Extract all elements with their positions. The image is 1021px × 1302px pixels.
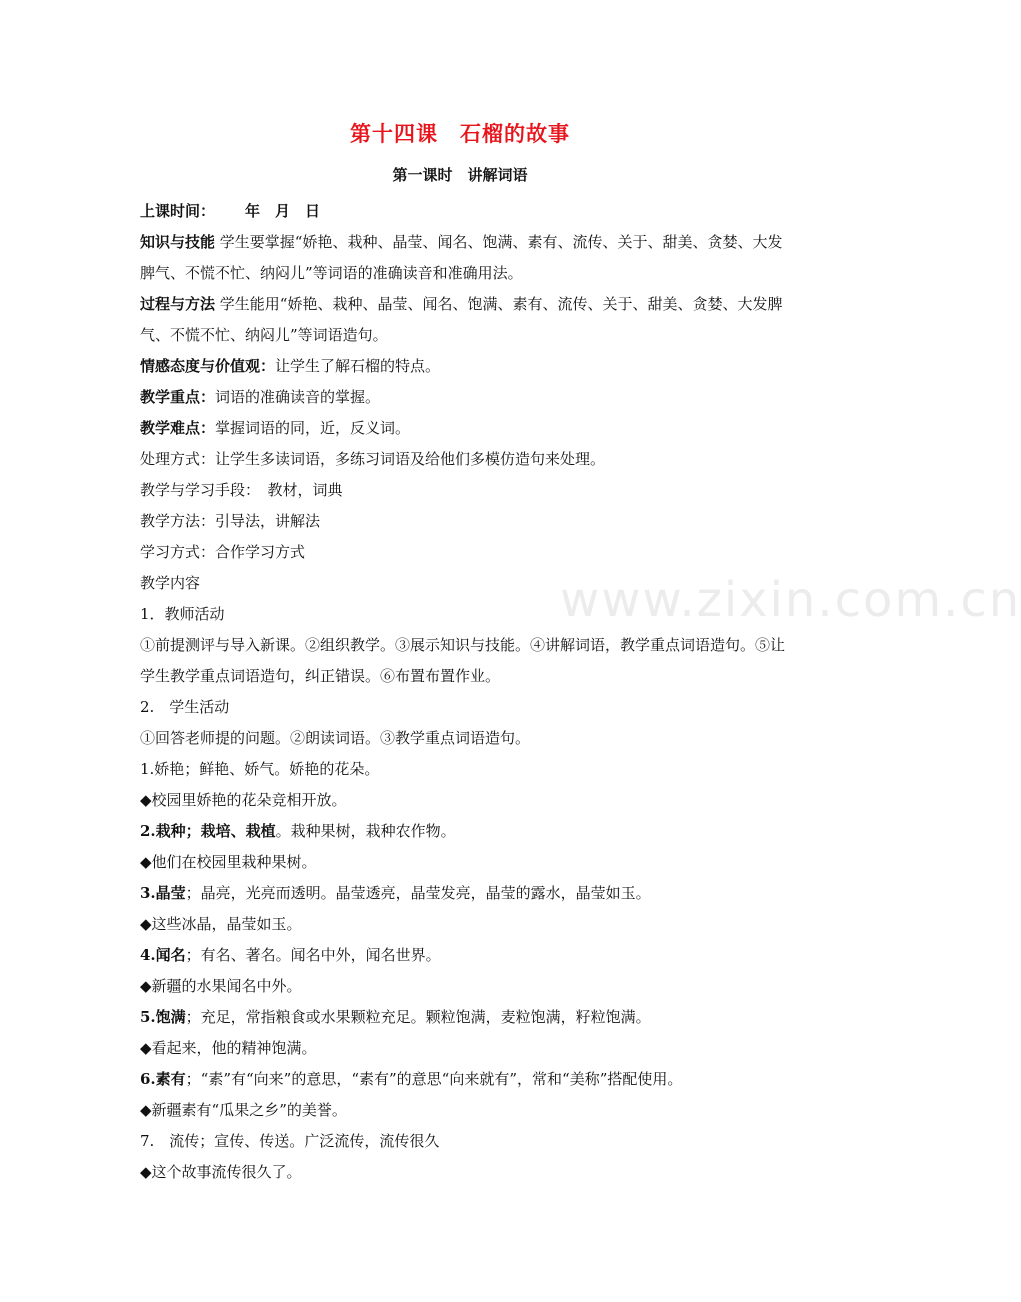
text-line: 教学内容 (140, 574, 201, 592)
vocab-example-last: ◆这个故事流传很久了。 (140, 1163, 302, 1181)
vocab-text: ；有名、著名。闻名中外，闻名世界。 (185, 946, 441, 964)
vocab-term: 5.饱满 (140, 1008, 186, 1026)
vocab-text: 。栽种果树，栽种农作物。 (275, 822, 456, 840)
vocab-term: 6.素有 (140, 1070, 186, 1088)
vocab-term: 4.闻名 (140, 946, 186, 964)
text-line: 教学方法：引导法，讲解法 (140, 512, 321, 530)
objective-text: 词语的准确读音的掌握。 (215, 388, 381, 406)
lesson-title: 第十四课 石榴的故事 (350, 121, 570, 146)
vocab-example: ◆他们在校园里栽种果树。 (140, 853, 317, 871)
objective-label: 情感态度与价值观： (140, 357, 276, 375)
objective-label: 教学重点： (140, 388, 216, 406)
vocab-example: ◆这些冰晶，晶莹如玉。 (140, 915, 302, 933)
vocab-item (140, 1064, 785, 1095)
objective-key-point (140, 382, 785, 413)
objective-label: 教学难点： (140, 419, 216, 437)
vocab-text: ；充足，常指粮食或水果颗粒充足。颗粒饱满，麦粒饱满，籽粒饱满。 (185, 1008, 651, 1026)
class-time-label: 上课时间： (140, 202, 216, 220)
text-line: 2. 学生活动 (140, 698, 230, 716)
vocab-item (140, 878, 785, 909)
objective-attitude (140, 351, 785, 382)
vocab-item (140, 816, 785, 847)
lesson-subtitle: 第一课时 讲解词语 (392, 166, 528, 184)
vocab-example: ◆新疆素有“瓜果之乡”的美誉。 (140, 1101, 347, 1119)
text-line: 1.娇艳；鲜艳、娇气。娇艳的花朵。 (140, 760, 380, 778)
objective-text: 让学生了解石榴的特点。 (275, 357, 441, 375)
text-line: 处理方式：让学生多读词语，多练习词语及给他们多模仿造句来处理。 (140, 450, 606, 468)
objective-difficulty (140, 413, 785, 444)
class-time-line (140, 196, 785, 227)
objective-knowledge (140, 227, 785, 289)
objective-process (140, 289, 785, 351)
watermark: www.zixin.com.cn (560, 572, 1021, 628)
vocab-item (140, 1002, 785, 1033)
vocab-text: ；晶亮，光亮而透明。晶莹透亮，晶莹发亮，晶莹的露水，晶莹如玉。 (185, 884, 651, 902)
vocab-text: ；“素”有“向来”的意思，“素有”的意思“向来就有”，常和“美称”搭配使用。 (185, 1070, 683, 1088)
text-line: 学习方式：合作学习方式 (140, 543, 306, 561)
text-line: ①前提测评与导入新课。②组织教学。③展示知识与技能。④讲解词语，教学重点词语造句。⑤让学生教学重点词语造句，纠正错误。⑥布置布置作业。 (140, 636, 786, 685)
text-line: 1．教师活动 (140, 605, 225, 623)
vocab-term: 2.栽种；栽培、栽植 (140, 822, 276, 840)
objective-text: 学生要掌握“娇艳、栽种、晶莹、闻名、饱满、素有、流传、关于、甜美、贪婪、大发脾气、不慌不忙、纳闷儿”等词语的准确读音和准确用法。 (140, 233, 783, 282)
vocab-example: ◆新疆的水果闻名中外。 (140, 977, 302, 995)
objective-label: 过程与方法 (140, 295, 216, 313)
objective-text: 学生能用“娇艳、栽种、晶莹、闻名、饱满、素有、流传、关于、甜美、贪婪、大发脾气、不慌不忙、纳闷儿”等词语造句。 (140, 295, 783, 344)
vocab-term: 3.晶莹 (140, 884, 186, 902)
text-line: 教学与学习手段： 教材，词典 (140, 481, 343, 499)
vocab-example: ◆看起来，他的精神饱满。 (140, 1039, 317, 1057)
objective-label: 知识与技能 (140, 233, 216, 251)
objective-text: 掌握词语的同，近，反义词。 (215, 419, 411, 437)
class-time-value: 年 月 日 (245, 202, 321, 220)
lesson-body (140, 196, 785, 1188)
text-line: ①回答老师提的问题。②朗读词语。③教学重点词语造句。 (140, 729, 531, 747)
vocab-item-last: 7. 流传；宣传、传送。广泛流传，流传很久 (140, 1132, 440, 1150)
text-line: ◆校园里娇艳的花朵竞相开放。 (140, 791, 347, 809)
vocab-item (140, 940, 785, 971)
